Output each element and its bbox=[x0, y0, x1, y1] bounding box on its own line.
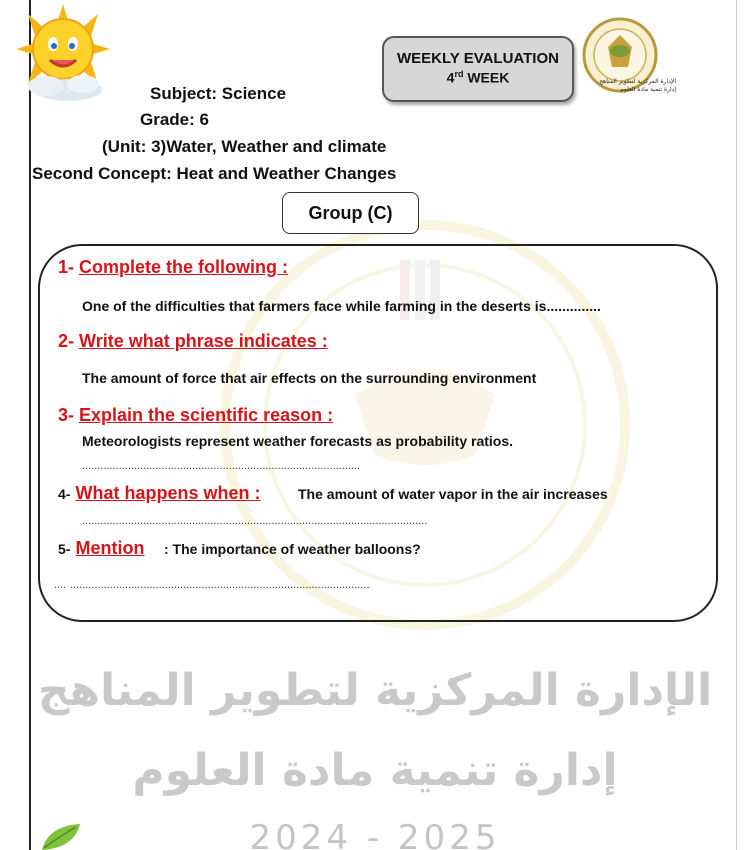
page-right-border bbox=[736, 0, 737, 850]
question-5-title: Mention bbox=[75, 538, 145, 558]
question-4-answer-line: ................................................................................................................. bbox=[82, 515, 428, 527]
leaf-icon bbox=[38, 822, 84, 850]
week-word: WEEK bbox=[467, 69, 510, 86]
question-5-heading bbox=[58, 538, 144, 559]
weekly-evaluation-box bbox=[382, 36, 574, 102]
question-3-heading bbox=[58, 405, 333, 426]
question-1-number: 1- bbox=[58, 257, 75, 277]
question-5-answer-prefix: .... bbox=[54, 579, 67, 591]
question-3-title: Explain the scientific reason : bbox=[79, 405, 334, 425]
question-3-answer-line: ........................................................................................... bbox=[82, 460, 361, 472]
question-5-answer-line: .................................................................................................. bbox=[70, 579, 370, 591]
question-4-body: The amount of water vapor in the air increases bbox=[298, 486, 608, 502]
question-3-number: 3- bbox=[58, 405, 75, 425]
question-4-title: What happens when : bbox=[75, 483, 261, 503]
logo-arabic-text bbox=[566, 78, 676, 94]
ministry-logo-icon bbox=[572, 15, 668, 111]
question-1-title: Complete the following : bbox=[79, 257, 289, 277]
logo-arabic-line1: الإدارة المركزية لتطوير المناهج bbox=[599, 78, 676, 85]
watermark-arabic-line1: الإدارة المركزية لتطوير المناهج bbox=[37, 665, 713, 716]
week-number: 4 bbox=[446, 69, 455, 86]
page-left-border bbox=[29, 0, 31, 850]
week-suffix: rd bbox=[454, 69, 464, 79]
question-4-number: 4- bbox=[58, 486, 71, 502]
question-5-number: 5- bbox=[58, 541, 71, 557]
unit-label: (Unit: 3)Water, Weather and climate bbox=[102, 137, 387, 156]
group-label: Group (C) bbox=[282, 192, 419, 234]
logo-arabic-line2: إدارة تنمية مادة العلوم bbox=[620, 86, 676, 93]
grade-label: Grade: 6 bbox=[140, 110, 209, 129]
weekly-title: WEEKLY EVALUATION bbox=[397, 50, 559, 67]
question-2-heading bbox=[58, 331, 328, 352]
subject-label: Subject: Science bbox=[150, 84, 287, 103]
watermark-arabic-line2: إدارة تنمية مادة العلوم bbox=[132, 745, 618, 796]
question-2-number: 2- bbox=[58, 331, 75, 351]
sun-icon bbox=[8, 2, 118, 107]
question-3-body: Meteorologists represent weather forecasts as probability ratios. bbox=[82, 433, 514, 449]
question-1-body: One of the difficulties that farmers face while farming in the deserts is.............. bbox=[82, 298, 601, 314]
watermark-year: 2024 - 2025 bbox=[249, 818, 501, 850]
week-label bbox=[384, 69, 572, 86]
concept-label: Second Concept: Heat and Weather Changes bbox=[32, 164, 397, 183]
question-2-title: Write what phrase indicates : bbox=[79, 331, 328, 351]
question-2-body: The amount of force that air effects on the surrounding environment bbox=[82, 370, 537, 386]
question-4-heading bbox=[58, 483, 260, 504]
question-1-heading bbox=[58, 257, 288, 278]
question-5-body: : The importance of weather balloons? bbox=[164, 541, 421, 557]
